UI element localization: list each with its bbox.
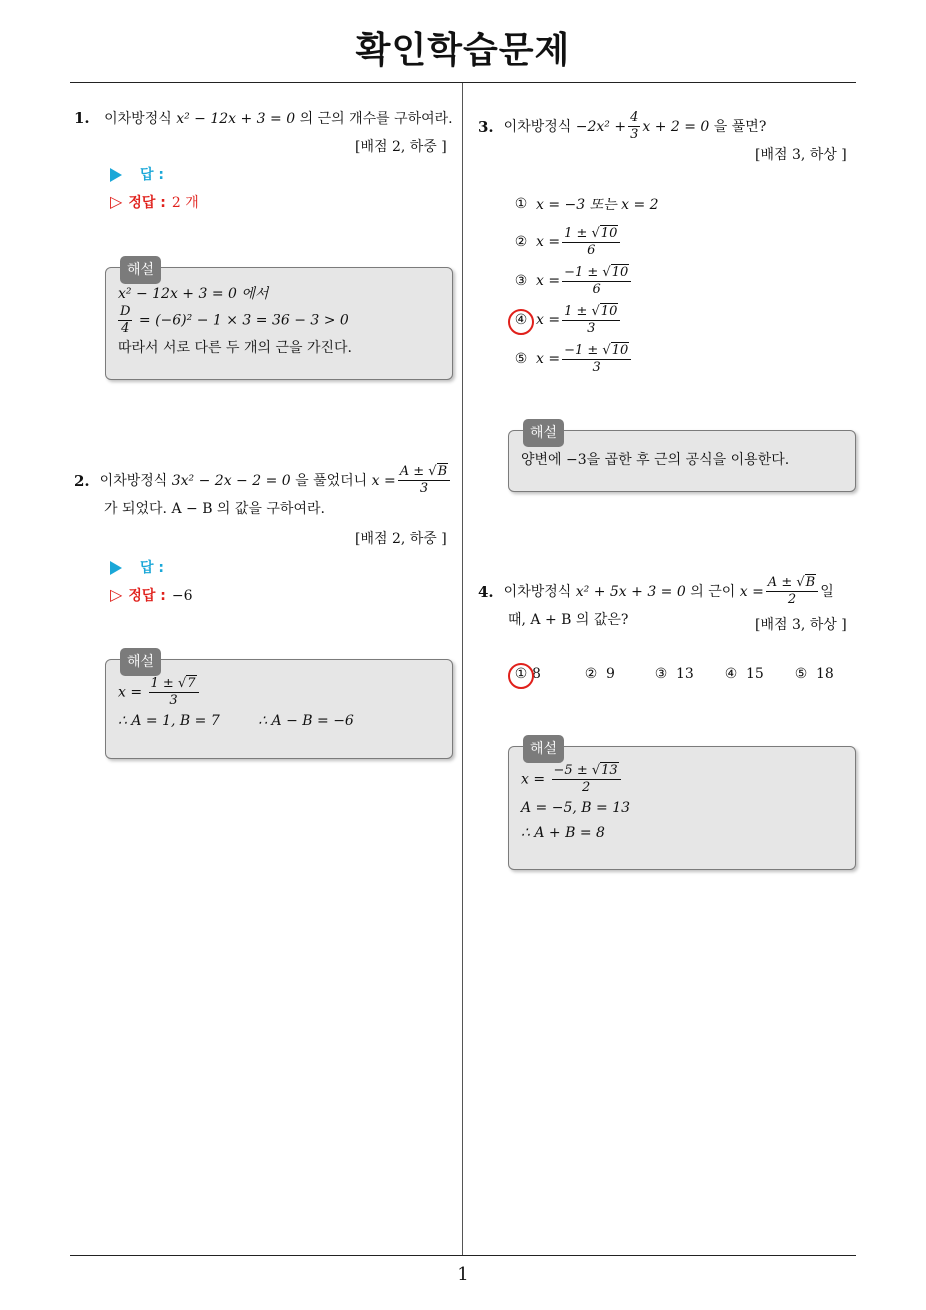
question-number: 3. <box>478 117 494 136</box>
explanation-line: A = −5, B = 13 <box>521 800 631 816</box>
explanation-box <box>508 425 856 492</box>
choice-1[interactable] <box>512 656 541 692</box>
explanation-tag: 해설 <box>120 648 161 676</box>
answer-row <box>110 557 164 577</box>
explanation-box <box>105 654 453 759</box>
choice-number: ② <box>584 666 598 682</box>
question-text: 을 풀었더니 <box>295 472 368 489</box>
equation: 3x² − 2x − 2 = 0 <box>171 472 291 489</box>
fraction-numerator: A ± <box>399 464 425 479</box>
correct-label: 정답 : <box>128 588 166 604</box>
explanation-line: 양변에 −3을 곱한 후 근의 공식을 이용한다. <box>521 452 790 468</box>
page-title: 확인학습문제 <box>355 30 571 71</box>
explanation-box <box>105 262 453 380</box>
explanation-line <box>118 304 440 337</box>
question-text: 의 근이 <box>690 583 736 600</box>
answer-label: 답 : <box>140 560 164 576</box>
equation: x + 2 = 0 <box>642 118 710 135</box>
fraction-denominator: 3 <box>169 693 178 708</box>
fraction-numerator: A ± <box>767 575 793 590</box>
question-text: 을 풀면? <box>713 118 767 135</box>
choice-5[interactable]: ⑤ x = $\frac{-1 \pm √10}{3}$ <box>512 341 633 377</box>
fraction-numerator: 1 ± <box>564 303 588 319</box>
equation: x = <box>371 472 396 489</box>
fraction-numerator: −1 ± <box>564 342 599 358</box>
page-number: 1 <box>457 1264 469 1285</box>
fraction-denominator: 4 <box>121 321 130 336</box>
choice-1[interactable] <box>512 186 659 222</box>
choice-number: ① <box>514 666 528 682</box>
choice-text: x = <box>536 273 561 289</box>
choice-3[interactable] <box>652 656 694 692</box>
question-number: 1. <box>74 109 90 127</box>
question-text: 가 되었다. A − B 의 값을 구하여라. <box>104 501 325 517</box>
explanation-expression: ∴ A − B = −6 <box>258 713 354 729</box>
explanation-line <box>118 709 440 733</box>
choice-4[interactable] <box>722 656 764 692</box>
choice-number: ④ <box>514 312 528 328</box>
choice-text: x = <box>536 351 561 367</box>
fraction-denominator: 6 <box>592 281 601 297</box>
choice-number: ② <box>514 234 528 250</box>
hollow-triangle-icon: ▷ <box>110 585 123 604</box>
top-rule <box>70 82 856 83</box>
explanation-line: x² − 12x + 3 = 0 에서 <box>118 286 269 302</box>
fraction-numerator: 1 ± <box>150 676 174 691</box>
answer-row <box>110 164 164 184</box>
explanation-expression: ∴ A = 1, B = 7 <box>118 713 220 729</box>
explanation-expression: x = <box>521 771 546 788</box>
question-3 <box>478 110 858 143</box>
score-label: [배점 3, 하상 ] <box>755 147 847 163</box>
correct-value: −6 <box>171 588 193 604</box>
explanation-box <box>508 741 856 870</box>
explanation-expression: = (−6)² − 1 × 3 = 36 − 3 > 0 <box>138 312 349 329</box>
question-number: 2. <box>74 471 90 490</box>
fraction-numerator: −1 ± <box>564 264 599 280</box>
column-divider <box>462 83 463 1256</box>
correct-answer-row <box>110 585 192 605</box>
fraction-denominator: 3 <box>592 359 601 375</box>
choice-text: 15 <box>746 666 764 682</box>
question-text: 이차방정식 <box>503 583 572 600</box>
explanation-line: x = $\frac{-5 \pm √13}{2}$ <box>521 763 843 796</box>
radicand: B <box>437 464 448 479</box>
score-label: [배점 2, 하중 ] <box>355 531 447 547</box>
choice-2[interactable]: ② x = $\frac{1 \pm √10}{6}$ <box>512 224 622 260</box>
radicand: 10 <box>611 342 629 358</box>
equation: x² + 5x + 3 = 0 <box>575 583 686 600</box>
score-label: [배점 3, 하상 ] <box>755 617 847 633</box>
choice-text: 13 <box>676 666 694 682</box>
score-label: [배점 2, 하중 ] <box>355 139 447 155</box>
choice-number: ④ <box>724 666 738 682</box>
fraction-denominator: 3 <box>587 320 596 336</box>
question-text: 때, A + B 의 값은? <box>508 612 629 628</box>
explanation-tag: 해설 <box>120 256 161 284</box>
question-2: 2. 이차방정식 3x² − 2x − 2 = 0 을 풀었더니 x = $\frac{A \pm √B}{3}$ 가 되었다. A − B 의 값을 구하여라. <box>74 464 459 521</box>
fraction-denominator: 2 <box>581 780 591 795</box>
choice-text: 18 <box>816 666 834 682</box>
choice-text: 8 <box>532 666 541 682</box>
fraction-numerator: −5 ± <box>553 763 588 778</box>
question-text: 이차방정식 <box>104 111 172 127</box>
explanation-tag: 해설 <box>523 419 564 447</box>
correct-value: 2 개 <box>171 195 199 211</box>
fraction-denominator: 3 <box>630 127 639 142</box>
explanation-line: 따라서 서로 다른 두 개의 근을 가진다. <box>118 340 353 356</box>
choice-text: x = <box>536 234 561 250</box>
explanation-line: x = $\frac{1 \pm √7}{3}$ <box>118 676 440 709</box>
selected-circle-icon <box>508 309 534 335</box>
fraction-denominator: 2 <box>787 592 797 607</box>
bottom-rule <box>70 1255 856 1256</box>
question-1 <box>74 106 459 131</box>
choice-4[interactable]: ④ x = $\frac{1 \pm √10}{3}$ <box>512 302 622 338</box>
correct-label: 정답 : <box>128 195 166 211</box>
choice-3[interactable]: ③ x = $\frac{-1 \pm √10}{6}$ <box>512 263 633 299</box>
radicand: 13 <box>601 763 618 778</box>
fraction-numerator: 4 <box>630 110 639 125</box>
choice-number: ③ <box>514 273 528 289</box>
choice-5[interactable] <box>792 656 834 692</box>
choice-list <box>512 186 852 382</box>
question-text: 의 근의 개수를 구하여라. <box>299 111 453 127</box>
explanation-line: ∴ A + B = 8 <box>521 825 605 841</box>
radicand: B <box>805 575 816 590</box>
fraction-numerator: D <box>120 304 131 319</box>
choice-number: ③ <box>654 666 668 682</box>
fraction-denominator: 6 <box>587 242 596 258</box>
play-triangle-icon <box>110 561 122 575</box>
choice-number: ⑤ <box>514 351 528 367</box>
explanation-tag: 해설 <box>523 735 564 763</box>
hollow-triangle-icon: ▷ <box>110 192 123 211</box>
answer-label: 답 : <box>140 167 164 183</box>
choice-2[interactable] <box>582 656 615 692</box>
choice-number: ⑤ <box>794 666 808 682</box>
fraction-denominator: 3 <box>419 481 429 496</box>
question-number: 4. <box>478 582 494 601</box>
radicand: 10 <box>611 264 629 280</box>
equation: x = <box>739 583 764 600</box>
fraction-numerator: 1 ± <box>564 225 588 241</box>
question-text: 일 <box>820 583 834 600</box>
radicand: 7 <box>187 676 196 691</box>
explanation-expression: x = <box>118 684 143 701</box>
choice-number: ① <box>514 196 528 212</box>
correct-answer-row <box>110 192 199 212</box>
question-4: 4. 이차방정식 x² + 5x + 3 = 0 의 근이 x = $\frac{A \pm √B}{2}$ 일 때, A + B 의 값은? <box>478 575 860 632</box>
equation: x² − 12x + 3 = 0 <box>176 111 296 127</box>
play-triangle-icon <box>110 168 122 182</box>
radicand: 10 <box>600 225 618 241</box>
choice-text: 9 <box>606 666 615 682</box>
equation: −2x² + <box>575 118 627 135</box>
selected-circle-icon <box>508 663 534 689</box>
radicand: 10 <box>600 303 618 319</box>
choice-text: x = <box>536 312 561 328</box>
choice-list <box>512 656 852 692</box>
question-text: 이차방정식 <box>99 472 168 489</box>
choice-text: x = −3 또는 x = 2 <box>536 197 659 213</box>
question-text: 이차방정식 <box>503 118 572 135</box>
